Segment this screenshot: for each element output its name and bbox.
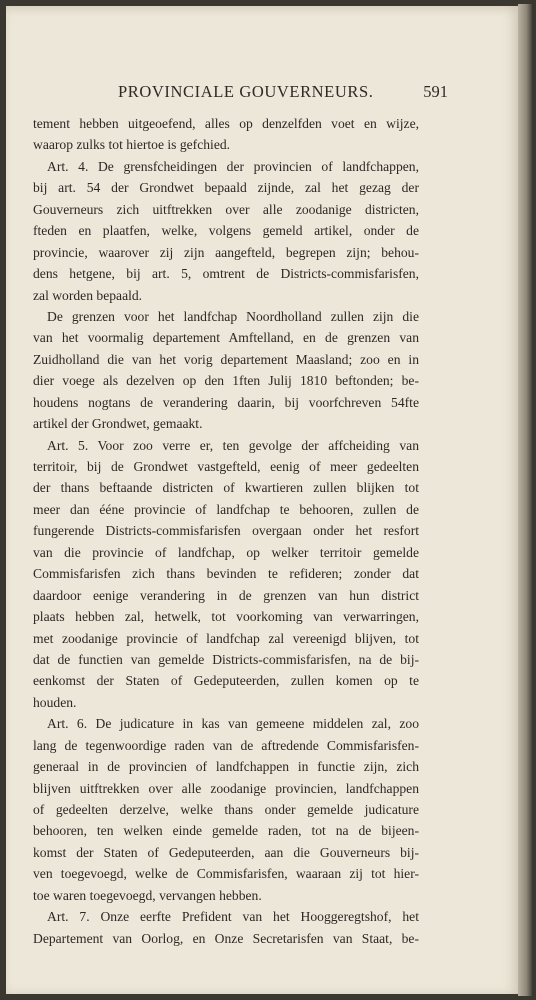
text-line: waarop zulks tot hiertoe is gefchied. — [33, 137, 231, 153]
page-edge-shadow — [518, 4, 532, 996]
text-line: der thans beftaande districten of kwartieren zullen blijken tot — [33, 480, 419, 496]
text-line: Art. 7. Onze eerfte Prefident van het Hooggeregtshof, het — [47, 909, 419, 925]
text-line: daardoor eenige verandering in de grenzen van hun district — [33, 587, 419, 603]
text-line: Commisfarisfen zich thans bevinden te refideren; zonder dat — [33, 566, 419, 582]
text-line: van die provincie of landfchap, op welker territoir gemelde — [33, 544, 419, 560]
text-line: houdens nogtans de verandering daarin, bij voorfchreven 54fte — [33, 394, 419, 410]
text-line: of gedeelten derzelve, welke thans onder gemelde judicature — [33, 802, 419, 817]
text-line: eenkomst der Staten of Gedeputeerden, zullen komen op te — [33, 673, 419, 689]
text-line: met zoodanige provincie of landfchap zal vereenigd blijven, tot — [33, 630, 419, 646]
text-line: dat de functien van gemelde Districts-commisfarisfen, na de bij- — [33, 651, 419, 667]
text-line: behooren, ten welken einde gemelde raden, tot na de bijeen- — [33, 823, 419, 839]
body-text — [33, 113, 419, 949]
text-line: zal worden bepaald. — [33, 287, 143, 303]
text-line: komst der Staten of Gedeputeerden, aan die Gouverneurs bij- — [33, 844, 419, 860]
text-line: ven toegevoegd, welke de Commisfarisfen, waaraan zij tot hier- — [33, 866, 419, 882]
running-head-title: PROVINCIALE GOUVERNEURS. — [118, 82, 374, 101]
text-line: Art. 5. Voor zoo verre er, ten gevolge der affcheiding van — [47, 437, 419, 453]
text-line: blijven uitftrekken over alle zoodanige provincien, landfchappen — [33, 780, 419, 796]
text-line: artikel der Grondwet, gemaakt. — [33, 416, 203, 432]
text-line: toe waren toegevoegd, vervangen hebben. — [33, 887, 262, 903]
text-line: houden. — [33, 694, 77, 710]
page-number: 591 — [423, 82, 448, 101]
text-line: Art. 6. De judicature in kas van gemeene middelen zal, zoo — [47, 716, 419, 732]
text-line: plaats hebben zal, hetwelk, tot voorkoming van verwarringen, — [33, 609, 419, 625]
text-line: dens hetgene, bij art. 5, omtrent de Districts-commisfarisfen, — [33, 266, 419, 282]
text-line: De grenzen voor het landfchap Noordholland zullen zijn die — [47, 308, 419, 324]
text-line: bij art. 54 der Grondwet bepaald zijnde, zal het gezag der — [33, 180, 419, 196]
text-line: Departement van Oorlog, en Onze Secretarisfen van Staat, be- — [33, 930, 419, 946]
text-line: Gouverneurs zich uitftrekken over alle zoodanige districten, — [33, 201, 419, 217]
text-line: meer dan ééne provincie of landfchap te behooren, zullen de — [33, 501, 419, 517]
text-line: lang de tegenwoordige raden van de aftredende Commisfarisfen- — [33, 737, 419, 753]
text-line: van het voormalig departement Amftelland, en de grenzen van — [33, 330, 419, 346]
text-line: fteden en plaatfen, welke, volgens gemeld artikel, onder de — [33, 223, 419, 239]
text-line: generaal in de provincien of landfchappen in functie zijn, zich — [33, 759, 419, 775]
running-head — [34, 82, 448, 106]
text-line: territoir, bij de Grondwet vastgefteld, eenig of meer gedeelten — [33, 459, 419, 474]
text-line: dier voege als dezelven op den 1ften Julij 1810 beftonden; be- — [33, 373, 419, 389]
text-line: provincie, waarover zij zijn aangefteld, begrepen zijn; behou- — [33, 244, 419, 260]
text-line: Zuidholland die van het vorig departement Maasland; zoo en in — [33, 351, 419, 367]
text-line: Art. 4. De grensfcheidingen der provincien of landfchappen, — [47, 158, 419, 174]
text-line: tement hebben uitgeoefend, alles op denzelfden voet en wijze, — [33, 116, 419, 131]
text-line: fungerende Districts-commisfarisfen overgaan onder het resfort — [33, 523, 419, 539]
